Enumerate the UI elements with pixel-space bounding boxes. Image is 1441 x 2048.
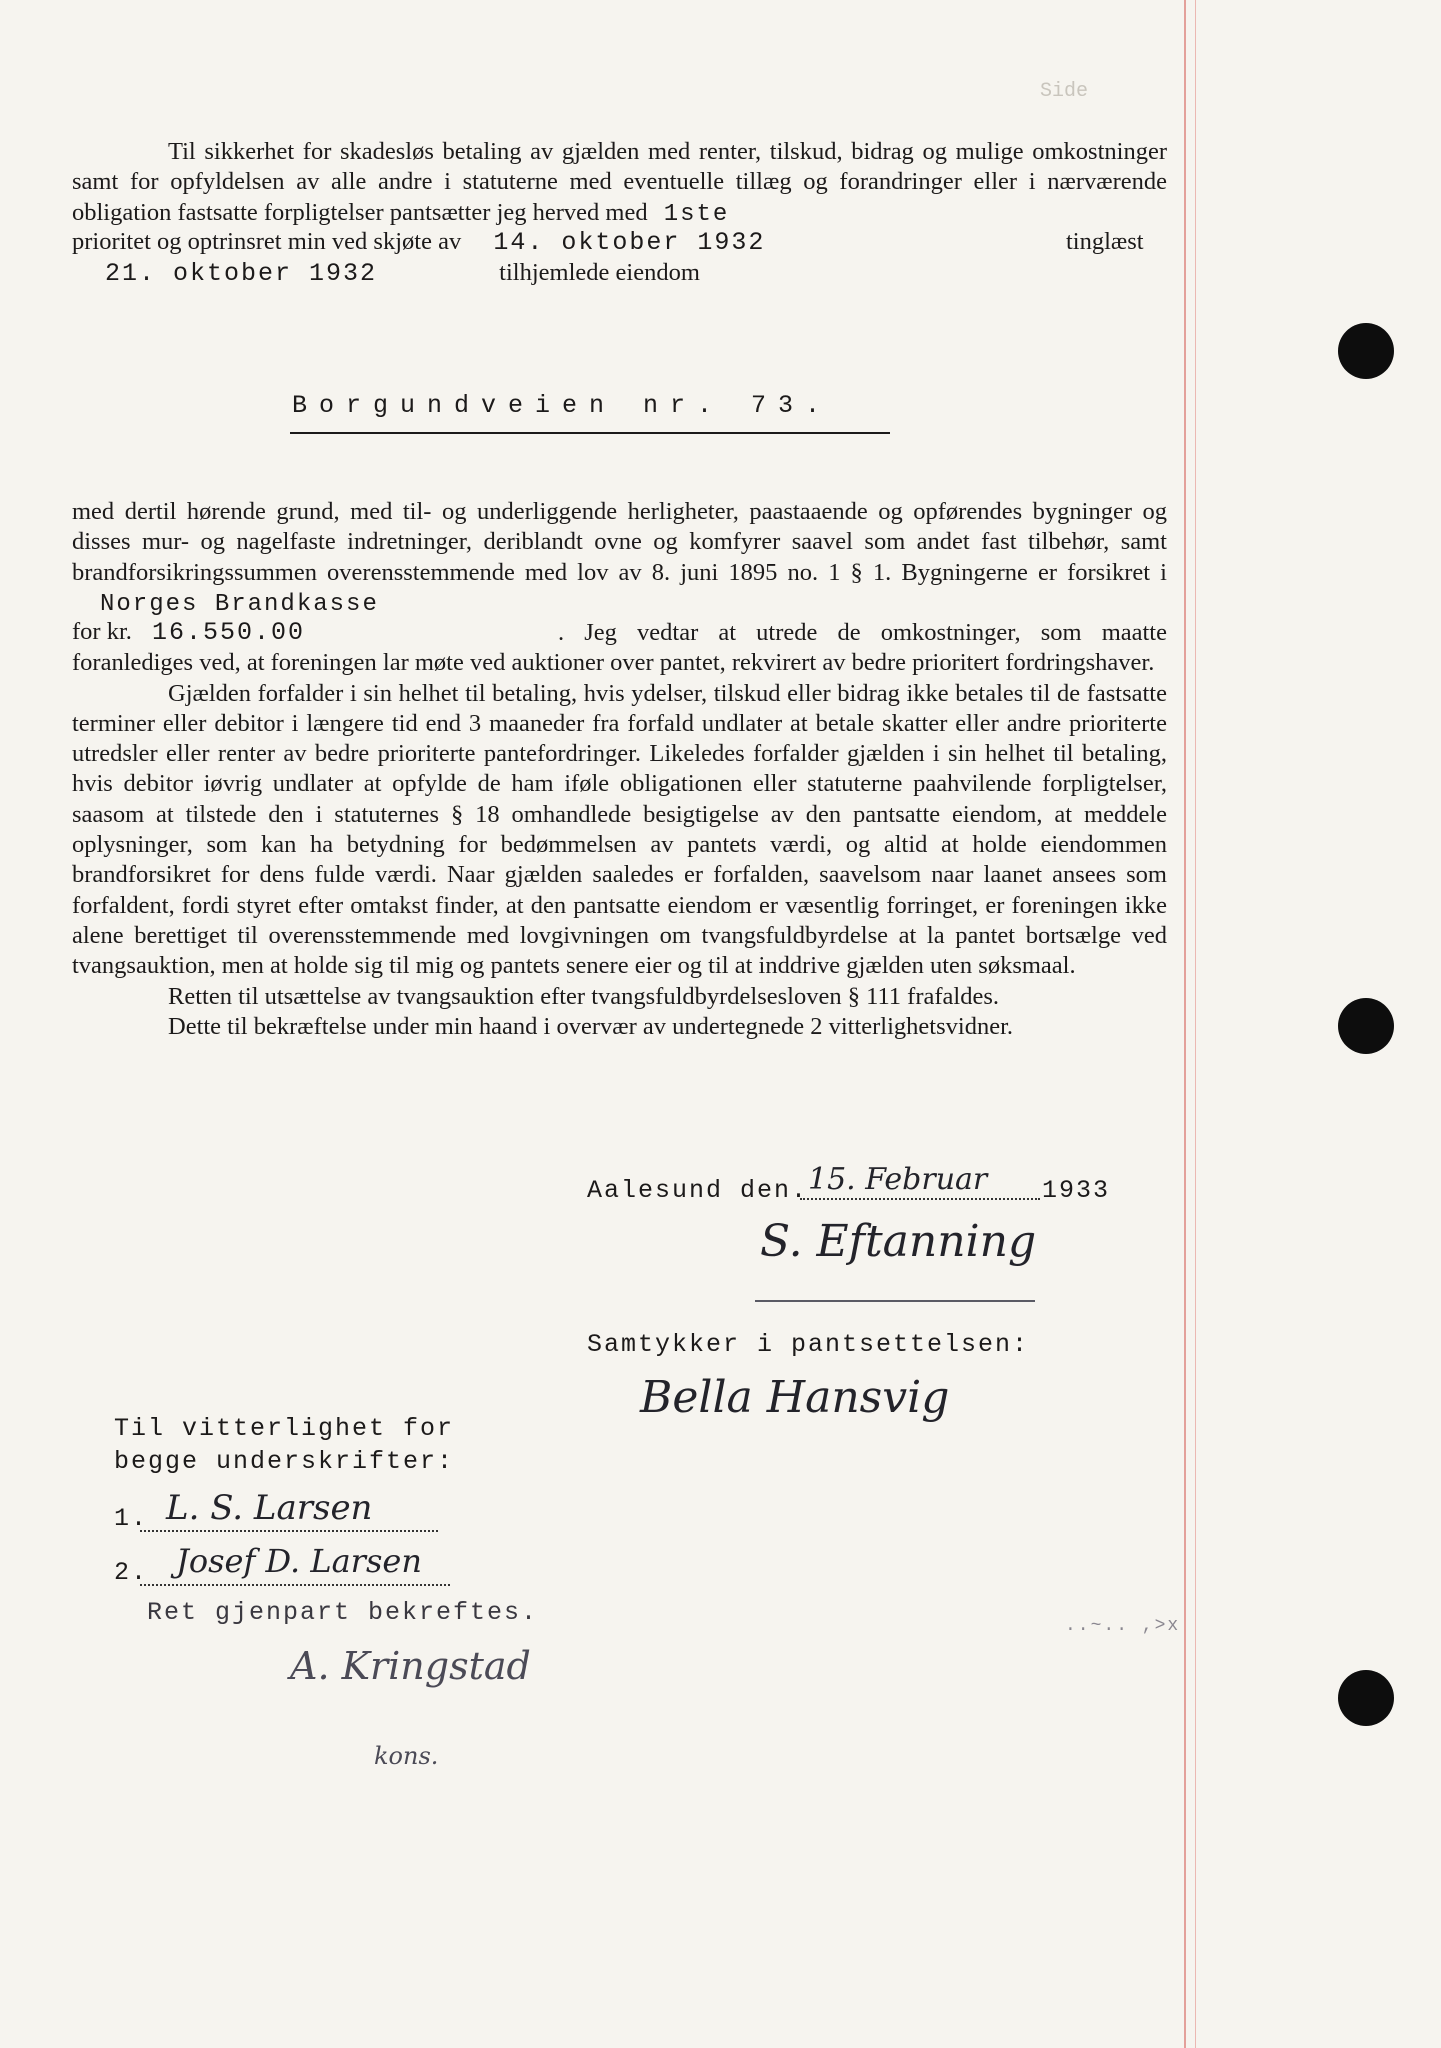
property-underline xyxy=(290,432,890,434)
opening-line4-text: prioritet og optrinsret min ved skjøte av xyxy=(72,228,462,255)
margin-rule xyxy=(1184,0,1186,2048)
insured-amount: 16.550.00 xyxy=(152,618,306,647)
priority-value: 1ste xyxy=(663,200,730,228)
property-address: Borgundveien nr. 73. xyxy=(292,391,833,420)
witness-number-1: 1. xyxy=(114,1504,149,1533)
opening-line-4 xyxy=(72,228,765,257)
insurer-name: Norges Brandkasse xyxy=(100,590,379,618)
body-part1: med dertil hørende grund, med til- og underliggende herligheter, paastaaende og opførendes bygninger og disses mur- og nagelfaste indretninger, deriblandt ovne og komfyrer saavel som andet fast tilbehør, samt brandforsikringssummen overensstemmende med lov av 8. juni 1895 no. 1 § 1. Bygningerne er forsikret i xyxy=(72,498,1167,586)
signature-underline xyxy=(755,1300,1035,1302)
confirmation-text: Dette til bekræftelse under min haand i overvær av undertegnede 2 vitterlighetsvidner. xyxy=(168,1012,1013,1040)
margin-rule-inner xyxy=(1195,0,1196,2048)
main-paragraph xyxy=(72,497,1167,620)
margin-marks: ..~.. ,>x xyxy=(1065,1616,1181,1636)
for-kr-label: for kr. xyxy=(72,618,132,645)
tilhjemlede-text: tilhjemlede eiendom xyxy=(499,259,700,286)
witness-signature-2: Josef D. Larsen xyxy=(176,1542,422,1580)
opening-line-5 xyxy=(105,259,700,288)
opening-paragraph xyxy=(72,137,1167,230)
witness-signature-1: L. S. Larsen xyxy=(166,1488,373,1528)
place-prefix: Aalesund den. xyxy=(587,1176,809,1205)
witness-label-2: begge underskrifter: xyxy=(114,1447,455,1476)
punch-hole-middle xyxy=(1338,998,1394,1054)
witness-1-dotted-line xyxy=(140,1530,438,1532)
certified-copy-label: Ret gjenpart bekreftes. xyxy=(147,1598,539,1627)
witness-2-dotted-line xyxy=(140,1584,450,1586)
date-year: 1933 xyxy=(1042,1176,1111,1205)
default-terms-text: Gjælden forfalder i sin helhet til betaling, hvis ydelser, tilskud eller bidrag ikke betales til de fastsatte terminer eller debitor i længere tid end 3 maaneder fra forfald undlater at betale skatter eller andre prioriterte utredsler eller renter av bedre prioriterte pantefordringer. Likeledes forfalder gjælden i sin helhet til betaling, hvis debitor iøvrig undlater at opfylde de ham iføle obligationen eller statuterne paahvilende forpligtelser, saasom at tilstede den i statuternes § 18 omhandlede besigtigelse av den pantsatte eiendom, at meddele oplysninger, som kan ha betydning for bedømmelsen av pantets værdi, og altid at holde eiendommen brandforsikret for dens fulde værdi. Naar gjælden saaledes er forfalden, saavelsom naar laanet ansees som forfaldent, fordi styret efter omtakst finder, at den pantsatte eiendom er væsentlig forringet, er foreningen ikke alene berettiget til overensstemmende med lovgivningen om tvangsfuldbyrdelse at la pantet bortsælge ved tvangsauktion, men at holde sig til mig og pantets senere eier og til at inddrive gjælden uten søksmaal. xyxy=(72,679,1167,980)
place-date xyxy=(587,1176,808,1205)
consent-label: Samtykker i pantsettelsen: xyxy=(587,1330,1030,1359)
opening-text: Til sikkerhet for skadesløs betaling av gjælden med renter, tilskud, bidrag og mulige omkostninger samt for opfyldelsen av alle andre i statuterne med eventuelle tillæg og forandringer eller i nærværende obligation fastsatte forpligtelser pantsætter jeg herved med xyxy=(72,138,1167,226)
registered-date: 21. oktober 1932 xyxy=(105,259,378,288)
faint-header-mark: Side xyxy=(1040,80,1089,103)
waiver-text: Retten til utsættelse av tvangsauktion efter tvangsfuldbyrdelsesloven § 111 frafaldes. xyxy=(168,982,999,1010)
witness-number-2: 2. xyxy=(114,1558,149,1587)
punch-hole-top xyxy=(1338,323,1394,379)
tinglaest-label: tinglæst xyxy=(1066,228,1144,255)
punch-hole-bottom xyxy=(1338,1670,1394,1726)
body-part2: . Jeg vedtar at utrede de omkostninger, som maatte foranlediges ved, at foreningen lar møte ved auktioner over pantet, rekvirert av bedre prioritert fordringshaver. xyxy=(72,619,1167,677)
date-dotted-line xyxy=(800,1198,1040,1200)
owner-signature: S. Eftanning xyxy=(760,1216,1037,1267)
certifier-title: kons. xyxy=(374,1742,439,1770)
deed-date: 14. oktober 1932 xyxy=(493,228,766,257)
witness-label-1: Til vitterlighet for xyxy=(114,1414,455,1443)
consent-signature: Bella Hansvig xyxy=(640,1372,950,1423)
handwritten-date: 15. Februar xyxy=(808,1162,988,1197)
certifier-signature: A. Kringstad xyxy=(290,1644,531,1688)
amount-continuation xyxy=(72,618,1167,1042)
